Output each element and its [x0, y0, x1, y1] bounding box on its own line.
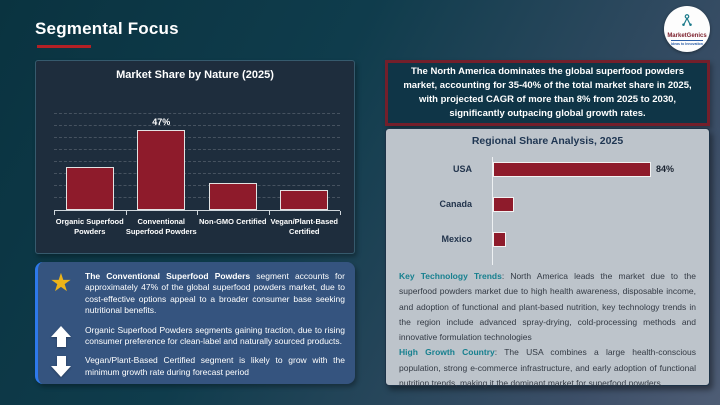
category-label: Vegan/Plant-Based Certified [270, 217, 339, 237]
up-arrow-icon [46, 325, 76, 347]
category-label: Non-GMO Certified [199, 217, 267, 226]
bar-column [54, 154, 126, 210]
axis-tick [54, 211, 55, 215]
data-label: 47% [152, 117, 171, 127]
x-axis [54, 210, 340, 211]
insight-text: Vegan/Plant-Based Certified segment is likely to grow with the minimum growth rate during forecast period [85, 355, 345, 377]
bar-column [126, 117, 198, 210]
axis-tick [269, 211, 270, 215]
down-arrow-icon [46, 355, 76, 377]
category-label: Organic Superfood Powders [55, 217, 124, 237]
table-row [400, 196, 695, 212]
data-label: 84% [656, 164, 675, 174]
list-item [46, 271, 345, 317]
category-label: Conventional Superfood Powders [125, 217, 197, 237]
axis-tick [197, 211, 198, 215]
regional-analysis-panel [385, 128, 710, 389]
category-label: Mexico [441, 234, 472, 244]
bar-organic-superfood-powders [66, 167, 114, 210]
axis-tick [126, 211, 127, 215]
company-logo [664, 6, 710, 52]
insight-text: The Conventional Superfood Powders segment accounts for approximately 47% of the global superfood powders market, due to cost-effective options appeal to a broader consumer base seeking nutritional benefits. [85, 271, 345, 316]
key-technology-trends-label: Key Technology Trends [399, 271, 502, 281]
market-share-plot [54, 97, 340, 210]
market-share-chart [35, 60, 355, 254]
bar-conventional-superfood-powders [137, 130, 185, 210]
bar-usa [493, 162, 651, 177]
page-title: Segmental Focus [35, 19, 179, 38]
list-item [46, 325, 345, 348]
title-underline [37, 45, 91, 48]
molecule-icon [680, 13, 694, 32]
table-row [400, 161, 695, 177]
bar-column [269, 177, 341, 210]
segment-insights-panel [35, 262, 355, 384]
x-axis-labels [54, 217, 340, 237]
bar-mexico [493, 232, 506, 247]
category-label: Canada [439, 199, 472, 209]
axis-tick [340, 211, 341, 215]
bars [54, 97, 340, 210]
regional-chart-title: Regional Share Analysis, 2025 [471, 135, 624, 147]
bar-canada [493, 197, 514, 212]
regional-share-chart [400, 155, 695, 267]
logo-tagline: Ideas to Innovation [671, 41, 703, 46]
regional-notes: Key Technology Trends: North America leads the market due to the superfood powders market due to high health awareness, disposable income, and adoption of functional and plant-based nutrition, key technology trends in the region include advanced spray-drying, cold-processing methods and innovative formulation technologies High Growth Country: The USA combines a large health-conscious population, strong e-commerce infrastructure, and early adoption of functional nutrition trends, making it the dominant market for superfood powders. [399, 271, 697, 389]
star-icon: ★ [49, 269, 73, 297]
category-label: USA [452, 164, 472, 174]
north-america-highlight-box [385, 60, 710, 126]
bar-column [197, 170, 269, 210]
bar-non-gmo-certified [209, 183, 257, 210]
market-share-chart-title: Market Share by Nature (2025) [116, 69, 274, 81]
highlight-text: The North America dominates the global superfood powders market, accounting for 35-40% of the total market share in 2025, with projected CAGR of more than 8% from 2025 to 2030, significantly outpacing global growth rates. [403, 66, 692, 119]
high-growth-country-label: High Growth Country [399, 347, 495, 358]
bar-vegan-plant-based-certified [280, 190, 328, 210]
table-row [400, 231, 695, 247]
logo-brand: MarketGenics [667, 32, 707, 39]
insight-text: Organic Superfood Powders segments gaining traction, due to rising consumer preference for clean-label and naturally sourced products. [85, 324, 345, 346]
list-item [46, 355, 345, 378]
